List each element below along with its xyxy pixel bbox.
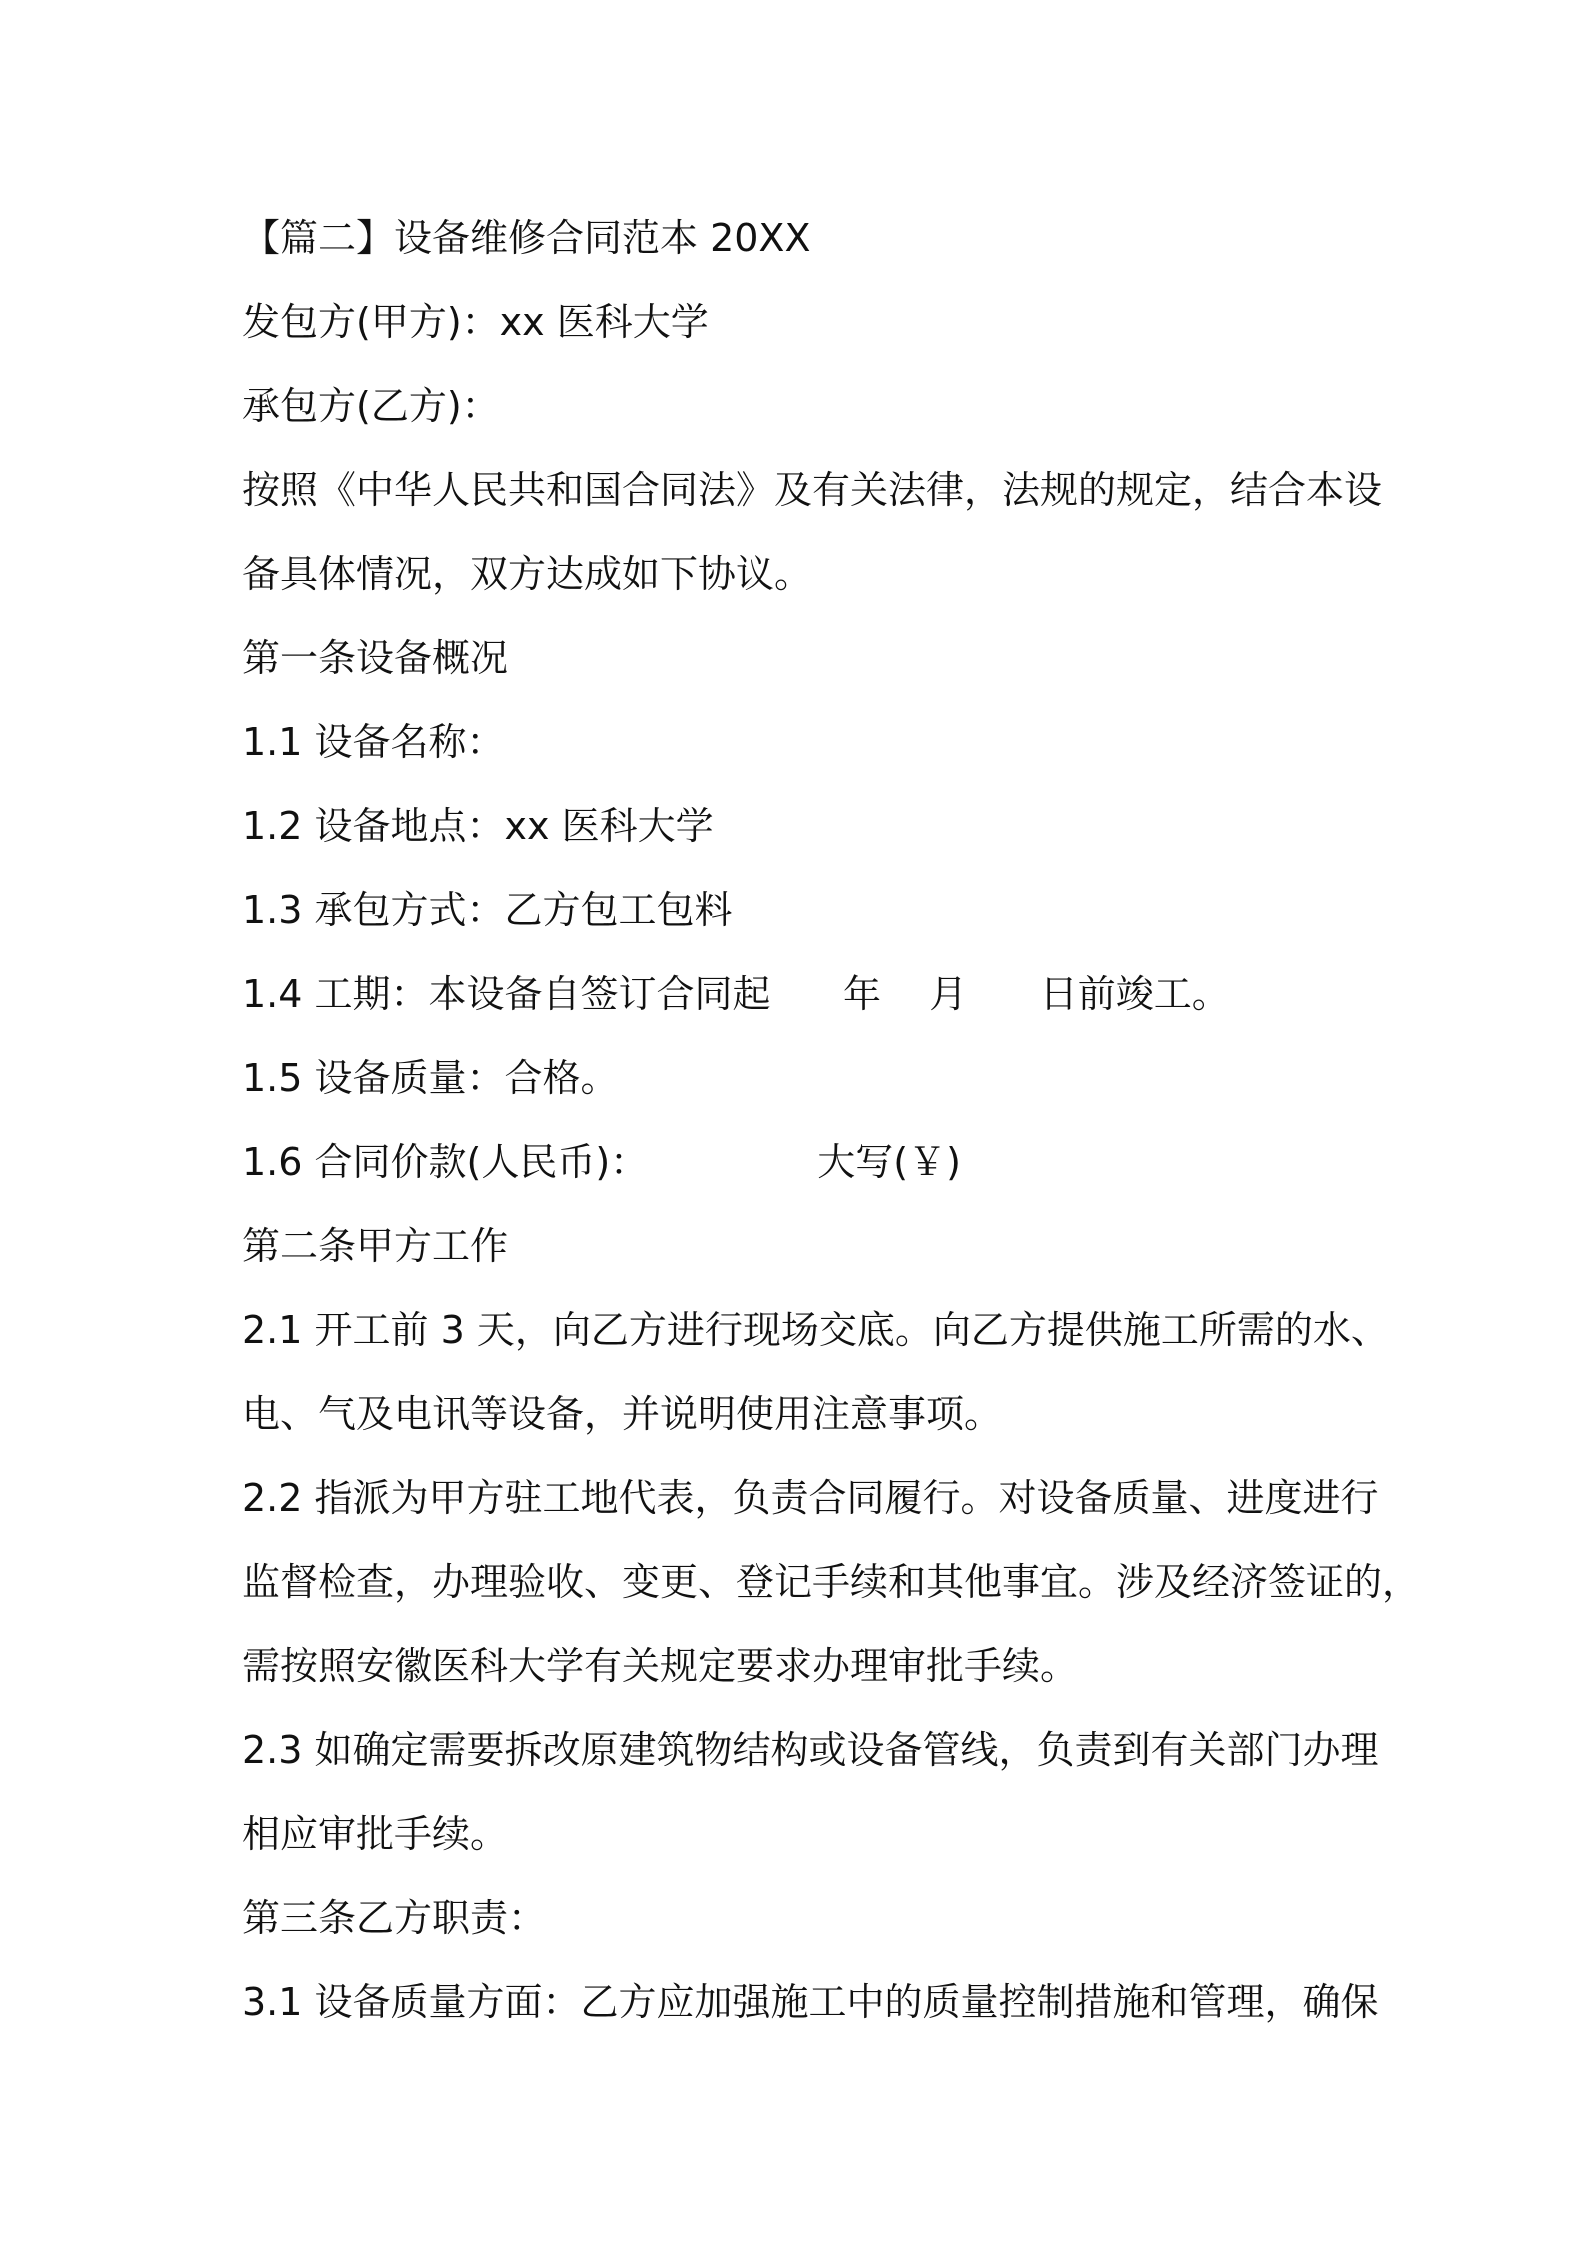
document-body [242,196,1421,2044]
clause-1-5: 1.5 设备质量：合格。 [242,1056,619,1100]
clause-3-1-line-1: 3.1 设备质量方面：乙方应加强施工中的质量控制措施和管理，确保 [242,1980,1379,2024]
clause-1-3: 1.3 承包方式：乙方包工包料 [242,888,733,932]
clause-2-1-line-2: 电、气及电讯等设备，并说明使用注意事项。 [242,1392,1003,1436]
clause-2-1-line-1: 2.1 开工前 3 天，向乙方进行现场交底。向乙方提供施工所需的水、 [242,1308,1389,1352]
clause-1-2: 1.2 设备地点：xx 医科大学 [242,804,714,848]
article-1-heading: 第一条设备概况 [242,636,509,680]
clause-1-6: 1.6 合同价款(人民币)： 大写(￥) [242,1140,961,1184]
clause-1-4: 1.4 工期：本设备自签订合同起 年 月 日前竣工。 [242,972,1230,1016]
clause-2-3-line-1: 2.3 如确定需要拆改原建筑物结构或设备管线，负责到有关部门办理 [242,1728,1379,1772]
clause-2-2-line-1: 2.2 指派为甲方驻工地代表，负责合同履行。对设备质量、进度进行 [242,1476,1379,1520]
article-2-heading: 第二条甲方工作 [242,1224,509,1268]
clause-2-2-line-3: 需按照安徽医科大学有关规定要求办理审批手续。 [242,1644,1079,1688]
party-a-line: 发包方(甲方)：xx 医科大学 [242,300,709,344]
clause-2-3-line-2: 相应审批手续。 [242,1812,509,1856]
clause-2-2-line-2: 监督检查，办理验收、变更、登记手续和其他事宜。涉及经济签证的， [242,1560,1421,1604]
party-b-line: 承包方(乙方)： [242,384,500,428]
preamble-line-2: 备具体情况，双方达成如下协议。 [242,552,813,596]
preamble-line-1: 按照《中华人民共和国合同法》及有关法律，法规的规定，结合本设 [242,468,1383,512]
clause-1-1: 1.1 设备名称： [242,720,505,764]
document-title: 【篇二】设备维修合同范本 20XX [242,216,811,260]
article-3-heading: 第三条乙方职责： [242,1896,547,1940]
